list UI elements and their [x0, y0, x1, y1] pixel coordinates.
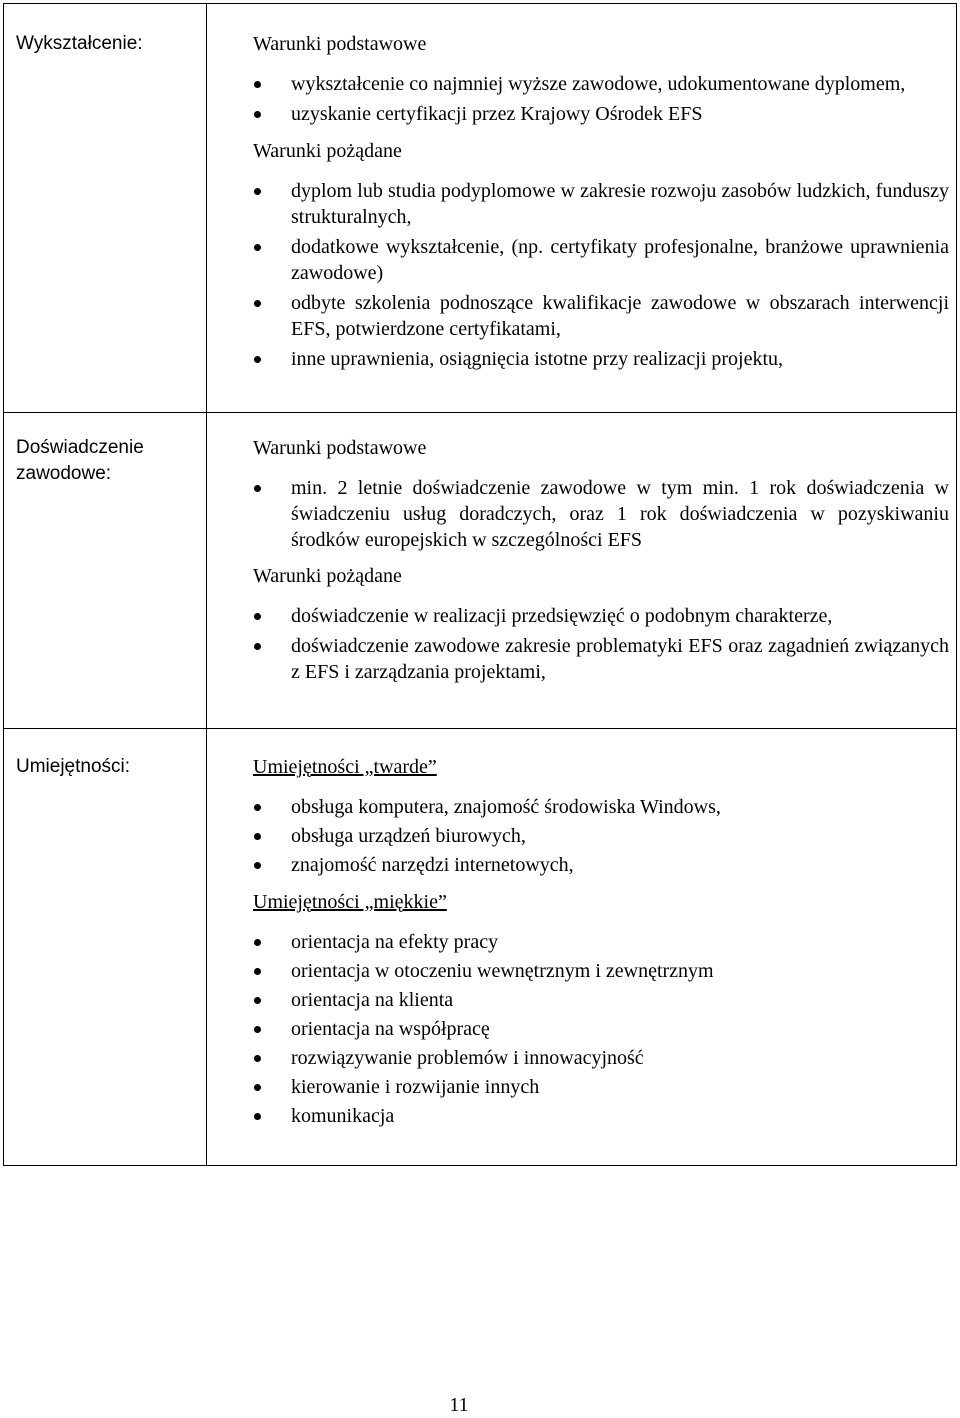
list-item: obsługa komputera, znajomość środowiska Windows,	[253, 794, 949, 820]
row-content-education	[253, 31, 949, 372]
row-content-skills	[253, 754, 949, 1129]
requirements-table	[3, 3, 957, 1166]
list-item: orientacja na współpracę	[253, 1016, 949, 1042]
list-item: obsługa urządzeń biurowych,	[253, 823, 949, 849]
section-heading-basic-requirements: Warunki podstawowe	[253, 437, 427, 459]
list-item: rozwiązywanie problemów i innowacyjność	[253, 1045, 949, 1071]
list-item: komunikacja	[253, 1103, 949, 1129]
list-item: orientacja na efekty pracy	[253, 929, 949, 955]
list-item: min. 2 letnie doświadczenie zawodowe w tym min. 1 rok doświadczenia w świadczeniu usług doradczych, oraz 1 rok doświadczenia w pozyskiwaniu środków europejskich w szczególności EFS	[253, 475, 949, 553]
bullet-list-desired-requirements	[253, 178, 949, 372]
list-item: uzyskanie certyfikacji przez Krajowy Ośrodek EFS	[253, 101, 949, 127]
list-item: doświadczenie w realizacji przedsięwzięć o podobnym charakterze,	[253, 603, 949, 629]
bullet-list-basic-requirements	[253, 475, 949, 553]
column-divider	[206, 4, 207, 1165]
section-heading-basic-requirements: Warunki podstawowe	[253, 33, 427, 55]
list-item: doświadczenie zawodowe zakresie problematyki EFS oraz zagadnień związanych z EFS i zarządzania projektami,	[253, 633, 949, 685]
list-item: odbyte szkolenia podnoszące kwalifikacje zawodowe w obszarach interwencji EFS, potwierdzone certyfikatami,	[253, 290, 949, 342]
bullet-list-hard-skills	[253, 794, 949, 878]
list-item: znajomość narzędzi internetowych,	[253, 852, 949, 878]
list-item: wykształcenie co najmniej wyższe zawodowe, udokumentowane dyplomem,	[253, 71, 949, 97]
row-label-experience: Doświadczenie zawodowe:	[16, 437, 144, 484]
section-heading-hard-skills: Umiejętności „twarde”	[253, 756, 437, 778]
row-label-education: Wykształcenie:	[16, 33, 143, 54]
section-heading-desired-requirements: Warunki pożądane	[253, 140, 402, 162]
list-item: dyplom lub studia podyplomowe w zakresie rozwoju zasobów ludzkich, funduszy strukturalnych,	[253, 178, 949, 230]
bullet-list-desired-requirements	[253, 603, 949, 685]
row-content-experience	[253, 435, 949, 685]
list-item: dodatkowe wykształcenie, (np. certyfikaty profesjonalne, branżowe uprawnienia zawodowe)	[253, 234, 949, 286]
bullet-list-basic-requirements	[253, 71, 949, 127]
page-number: 11	[449, 1394, 469, 1416]
list-item: kierowanie i rozwijanie innych	[253, 1074, 949, 1100]
bullet-list-soft-skills	[253, 929, 949, 1129]
row-divider-2	[4, 728, 956, 729]
row-label-skills: Umiejętności:	[16, 756, 131, 777]
section-heading-soft-skills: Umiejętności „miękkie”	[253, 891, 447, 913]
list-item: inne uprawnienia, osiągnięcia istotne przy realizacji projektu,	[253, 346, 949, 372]
row-divider-1	[4, 412, 956, 413]
list-item: orientacja na klienta	[253, 987, 949, 1013]
section-heading-desired-requirements: Warunki pożądane	[253, 565, 402, 587]
list-item: orientacja w otoczeniu wewnętrznym i zewnętrznym	[253, 958, 949, 984]
